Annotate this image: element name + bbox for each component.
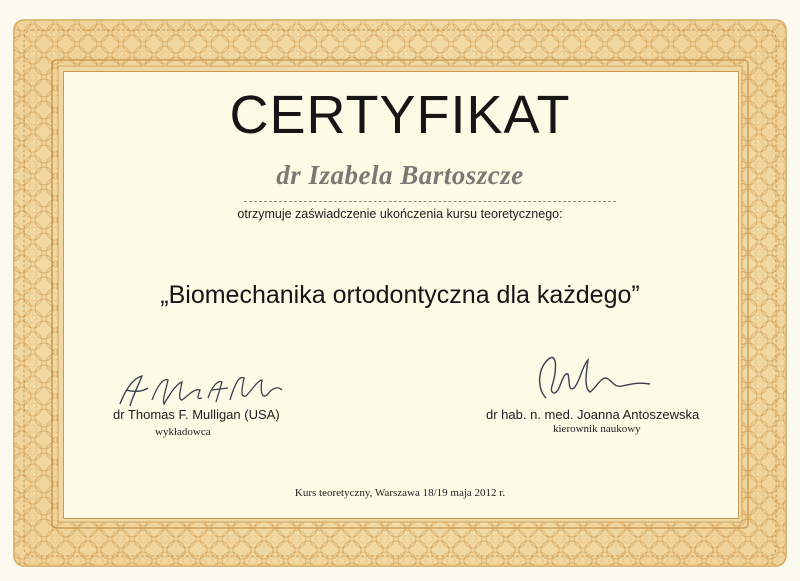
right-signatory-name: dr hab. n. med. Joanna Antoszewska (486, 407, 700, 422)
course-title: „Biomechanika ortodontyczna dla każdego” (160, 281, 640, 309)
left-signatory-name: dr Thomas F. Mulligan (USA) (113, 407, 280, 422)
certificate-title: CERTYFIKAT (229, 85, 571, 145)
receives-statement: otrzymuje zaświadczenie ukończenia kursu teoretycznego: (237, 207, 563, 221)
course-date-location: Kurs teoretyczny, Warszawa 18/19 maja 2012 r. (294, 487, 506, 499)
right-signature (528, 352, 658, 404)
left-signatory-role: wykładowca (155, 426, 211, 438)
recipient-name: dr Izabela Bartoszcze (276, 160, 524, 190)
left-signature (112, 370, 292, 412)
right-signatory-role: kierownik naukowy (553, 423, 641, 435)
recipient-dotted-line (244, 201, 616, 202)
